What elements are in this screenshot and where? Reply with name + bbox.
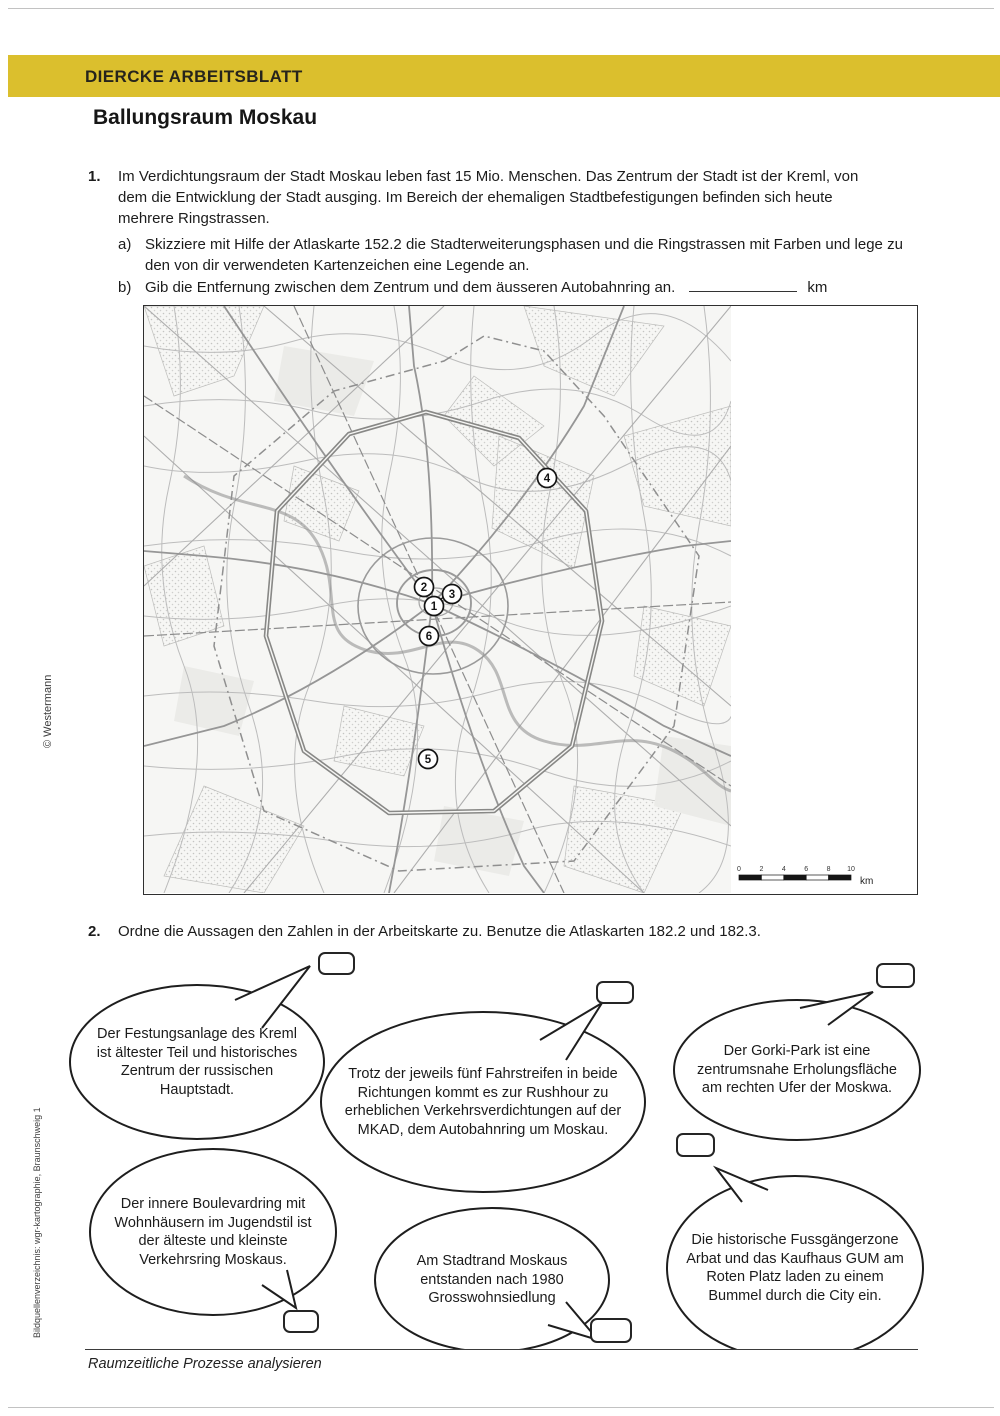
page-title: Ballungsraum Moskau <box>93 106 318 129</box>
answer-box-boulevard[interactable] <box>283 1310 319 1333</box>
task-2 <box>88 921 928 942</box>
svg-text:6: 6 <box>425 631 433 643</box>
svg-text:2: 2 <box>420 582 428 594</box>
task-1b-text: Gib die Entfernung zwischen dem Zentrum und dem äusseren Autobahnring an. <box>145 279 676 296</box>
copyright-vertical: © Westermann <box>42 674 54 748</box>
page-bottom-rule <box>8 1407 994 1408</box>
scale-unit-label: km <box>860 876 874 887</box>
brand-title: DIERCKE ARBEITSBLATT <box>85 67 303 86</box>
task-1-number: 1. <box>88 168 101 185</box>
task-1a-text: Skizziere mit Hilfe der Atlaskarte 152.2 die Stadterweiterungsphasen und die Ringstrassen mit Farben und lege zu den von dir verwendeten Kartenzeichen eine Legende an. <box>145 236 903 274</box>
bubble-arbat-text: Die historische Fussgängerzone Arbat und das Kaufhaus GUM am Roten Platz laden zu einem Bummel durch die City ein. <box>686 1231 904 1304</box>
svg-text:2: 2 <box>759 866 764 873</box>
map-scale-bar <box>737 866 855 880</box>
map-canvas <box>144 306 916 893</box>
task-1b-unit: km <box>807 279 828 296</box>
task-2-number: 2. <box>88 923 101 940</box>
page-top-rule <box>8 8 994 9</box>
footer-rule <box>85 1349 918 1350</box>
task-1a-label: a) <box>118 236 132 253</box>
svg-text:6: 6 <box>804 866 809 873</box>
image-credit-vertical: Bildquellenverzeichnis: wgr-kartographie, Braunschweig 1 <box>32 1107 42 1338</box>
svg-text:4: 4 <box>781 866 786 873</box>
answer-box-gorki[interactable] <box>876 963 915 988</box>
footer-competence: Raumzeitliche Prozesse analysieren <box>88 1356 322 1372</box>
distance-answer-blank[interactable] <box>689 277 797 292</box>
moscow-work-map <box>143 305 918 895</box>
task-1a <box>118 234 918 276</box>
task-2-text: Ordne die Aussagen den Zahlen in der Arbeitskarte zu. Benutze die Atlaskarten 182.2 und 182.3. <box>118 923 761 940</box>
svg-text:3: 3 <box>448 589 456 601</box>
answer-box-stadtrand[interactable] <box>590 1318 632 1343</box>
bubble-mkad-text: Trotz der jeweils fünf Fahrstreifen in beide Richtungen kommt es zur Rushhour zu erheblichen Verkehrsverdichtungen auf der MKAD, dem Autobahnring um Moskau. <box>344 1065 622 1138</box>
task-1b-label: b) <box>118 279 132 296</box>
answer-box-kreml[interactable] <box>318 952 355 975</box>
task-1-text: Im Verdichtungsraum der Stadt Moskau leben fast 15 Mio. Menschen. Das Zentrum der Stadt ist der Kreml, von dem die Entwicklung der Stadt ausging. Im Bereich der ehemaligen Stadtbefestigungen befinden sich heute mehrere Ringstrassen. <box>118 168 859 227</box>
task-1 <box>88 166 888 229</box>
svg-text:1: 1 <box>430 601 438 613</box>
svg-text:10: 10 <box>847 866 855 873</box>
answer-box-arbat[interactable] <box>676 1133 715 1157</box>
bubble-stadtrand-text: Am Stadtrand Moskaus entstanden nach 1980 Grosswohnsiedlung <box>416 1253 568 1307</box>
svg-text:8: 8 <box>826 866 831 873</box>
answer-box-mkad[interactable] <box>596 981 634 1004</box>
header-bar <box>8 55 1000 97</box>
bubble-kreml-text: Der Festungsanlage des Kreml ist ältester Teil und historisches Zentrum der russischen Hauptstadt. <box>96 1025 298 1098</box>
task-1b-line <box>145 277 938 298</box>
svg-text:0: 0 <box>737 866 741 873</box>
task-1b <box>118 277 938 298</box>
statement-bubbles <box>0 940 1000 1350</box>
bubble-boulevard-text: Der innere Boulevardring mit Wohnhäusern im Jugendstil ist der älteste und kleinste Verkehrsring Moskaus. <box>114 1195 312 1268</box>
bubble-gorki-text: Der Gorki-Park ist eine zentrumsnahe Erholungsfläche am rechten Ufer der Moskwa. <box>697 1043 897 1097</box>
svg-text:5: 5 <box>424 754 432 766</box>
svg-text:4: 4 <box>543 473 551 485</box>
